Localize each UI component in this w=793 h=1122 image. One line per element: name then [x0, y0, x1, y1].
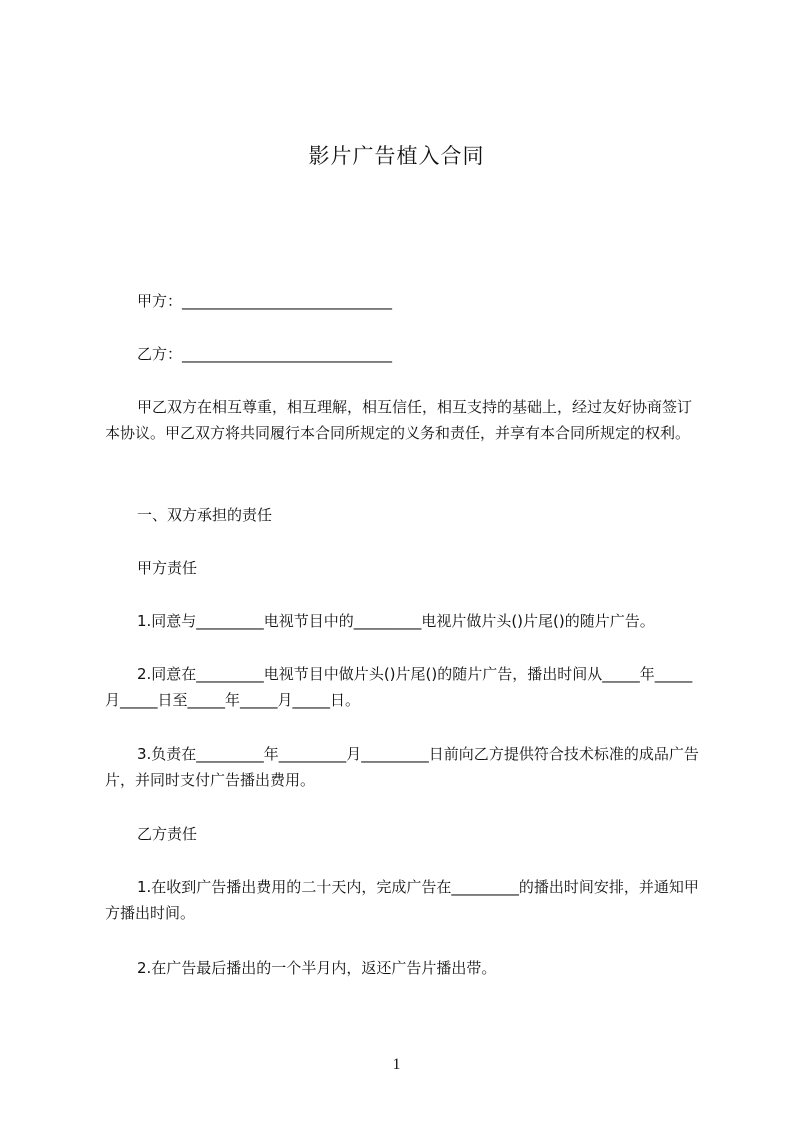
party-b-duty-2: 2.在广告最后播出的一个半月内，返还广告片播出带。	[137, 959, 497, 977]
section-1-heading: 一、双方承担的责任	[137, 506, 273, 524]
intro-paragraph: 甲乙双方在相互尊重，相互理解，相互信任，相互支持的基础上，经过友好协商签订本协议。甲乙双方将共同履行本合同所规定的义务和责任，并享有本合同所规定的权利。	[105, 398, 693, 442]
party-a-duties-heading: 甲方责任	[137, 559, 198, 577]
document-title: 影片广告植入合同	[308, 144, 485, 168]
party-b-duties-heading: 乙方责任	[137, 825, 198, 843]
party-b-duty-1: 1.在收到广告播出费用的二十天内，完成广告在_________的播出时间安排，并通知甲方播出时间。	[105, 878, 699, 922]
page-number: 1	[392, 1056, 401, 1073]
party-a-duty-2: 2.同意在_________电视节目中做片头()片尾()的随片广告，播出时间从_____年_____月_____日至_____年_____月_____日。	[105, 665, 693, 709]
party-a-duty-1: 1.同意与_________电视节目中的_________电视片做片头()片尾()的随片广告。	[137, 612, 655, 630]
party-a-line: 甲方：____________________________	[137, 292, 393, 310]
party-a-duty-3: 3.负责在_________年_________月_________日前向乙方提供符合技术标准的成品广告片，并同时支付广告播出费用。	[105, 745, 699, 789]
party-b-line: 乙方：____________________________	[137, 345, 393, 363]
